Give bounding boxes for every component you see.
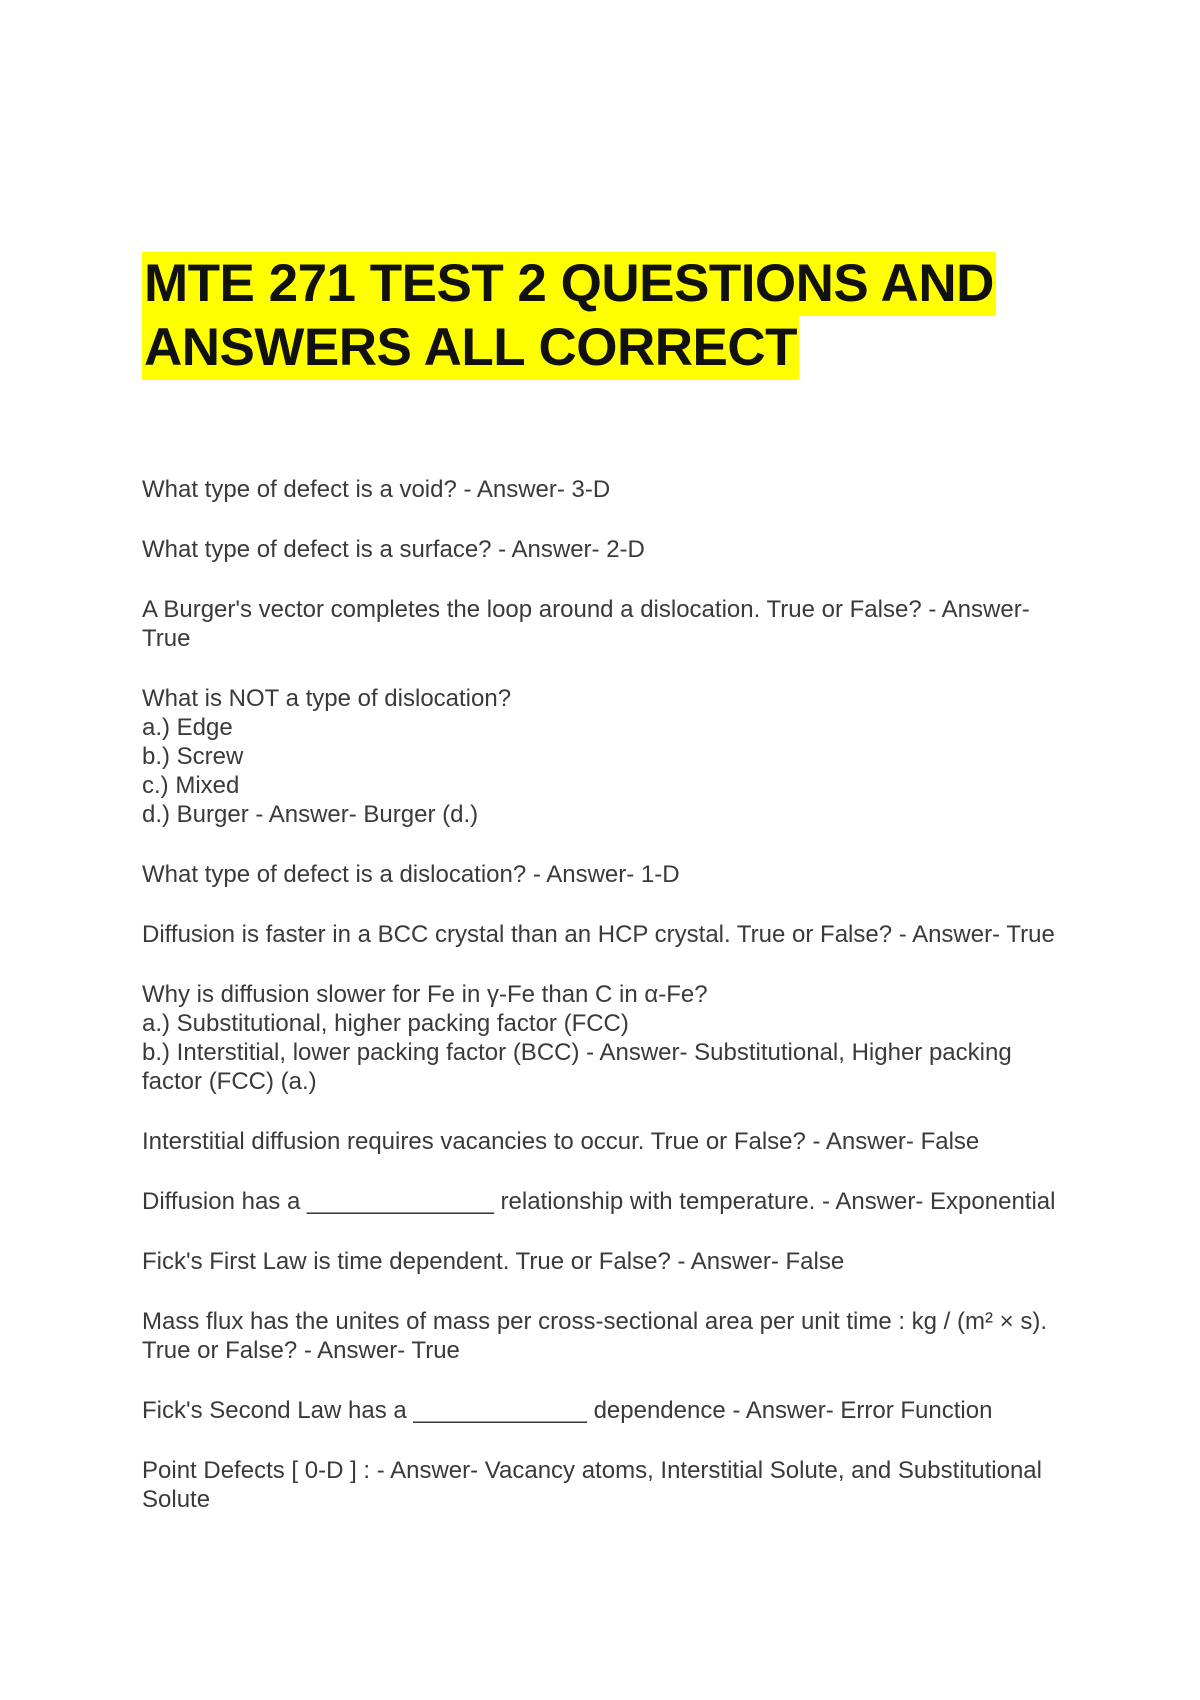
qa-line: c.) Mixed — [142, 772, 240, 799]
qa-line: What is NOT a type of dislocation? — [142, 685, 512, 712]
qa-line: factor (FCC) (a.) — [142, 1068, 317, 1095]
qa-item — [142, 475, 1072, 504]
qa-item — [142, 1456, 1072, 1514]
qa-line: Why is diffusion slower for Fe in γ-Fe than C in α-Fe? — [142, 981, 708, 1008]
qa-line: Diffusion has a ______________ relationship with temperature. - Answer- Exponential — [142, 1188, 1056, 1215]
qa-line: Diffusion is faster in a BCC crystal than an HCP crystal. True or False? - Answer- True — [142, 921, 1055, 948]
qa-item — [142, 1247, 1072, 1276]
qa-line: Fick's First Law is time dependent. True or False? - Answer- False — [142, 1248, 845, 1275]
qa-line: What type of defect is a void? - Answer- 3-D — [142, 476, 611, 503]
qa-line: a.) Edge — [142, 714, 233, 741]
qa-line: True or False? - Answer- True — [142, 1337, 460, 1364]
qa-line: a.) Substitutional, higher packing factor (FCC) — [142, 1010, 629, 1037]
qa-item — [142, 535, 1072, 564]
qa-item — [142, 1187, 1072, 1216]
qa-item — [142, 920, 1072, 949]
qa-line: Fick's Second Law has a _____________ dependence - Answer- Error Function — [142, 1397, 993, 1424]
qa-line: b.) Screw — [142, 743, 244, 770]
qa-line: Mass flux has the unites of mass per cross-sectional area per unit time : kg / (m² × s). — [142, 1308, 1048, 1335]
qa-item — [142, 980, 1072, 1096]
qa-line: What type of defect is a dislocation? - Answer- 1-D — [142, 861, 680, 888]
qa-line: b.) Interstitial, lower packing factor (BCC) - Answer- Substitutional, Higher packing — [142, 1039, 1012, 1066]
qa-item — [142, 595, 1072, 653]
qa-item — [142, 860, 1072, 889]
qa-line: True — [142, 625, 191, 652]
question-answer-list — [142, 475, 1072, 1545]
qa-item — [142, 1127, 1072, 1156]
qa-item — [142, 1307, 1072, 1365]
qa-line: Interstitial diffusion requires vacancies to occur. True or False? - Answer- False — [142, 1128, 980, 1155]
qa-line: Solute — [142, 1486, 211, 1513]
qa-line: d.) Burger - Answer- Burger (d.) — [142, 801, 479, 828]
document-title — [142, 252, 1082, 380]
qa-line: A Burger's vector completes the loop around a dislocation. True or False? - Answer- — [142, 596, 1030, 623]
qa-item — [142, 1396, 1072, 1425]
title-line-1: MTE 271 TEST 2 QUESTIONS AND — [142, 252, 996, 316]
title-line-2: ANSWERS ALL CORRECT — [142, 316, 799, 380]
qa-line: Point Defects [ 0-D ] : - Answer- Vacancy atoms, Interstitial Solute, and Substitutional — [142, 1457, 1042, 1484]
qa-line: What type of defect is a surface? - Answer- 2-D — [142, 536, 645, 563]
qa-item — [142, 684, 1072, 829]
